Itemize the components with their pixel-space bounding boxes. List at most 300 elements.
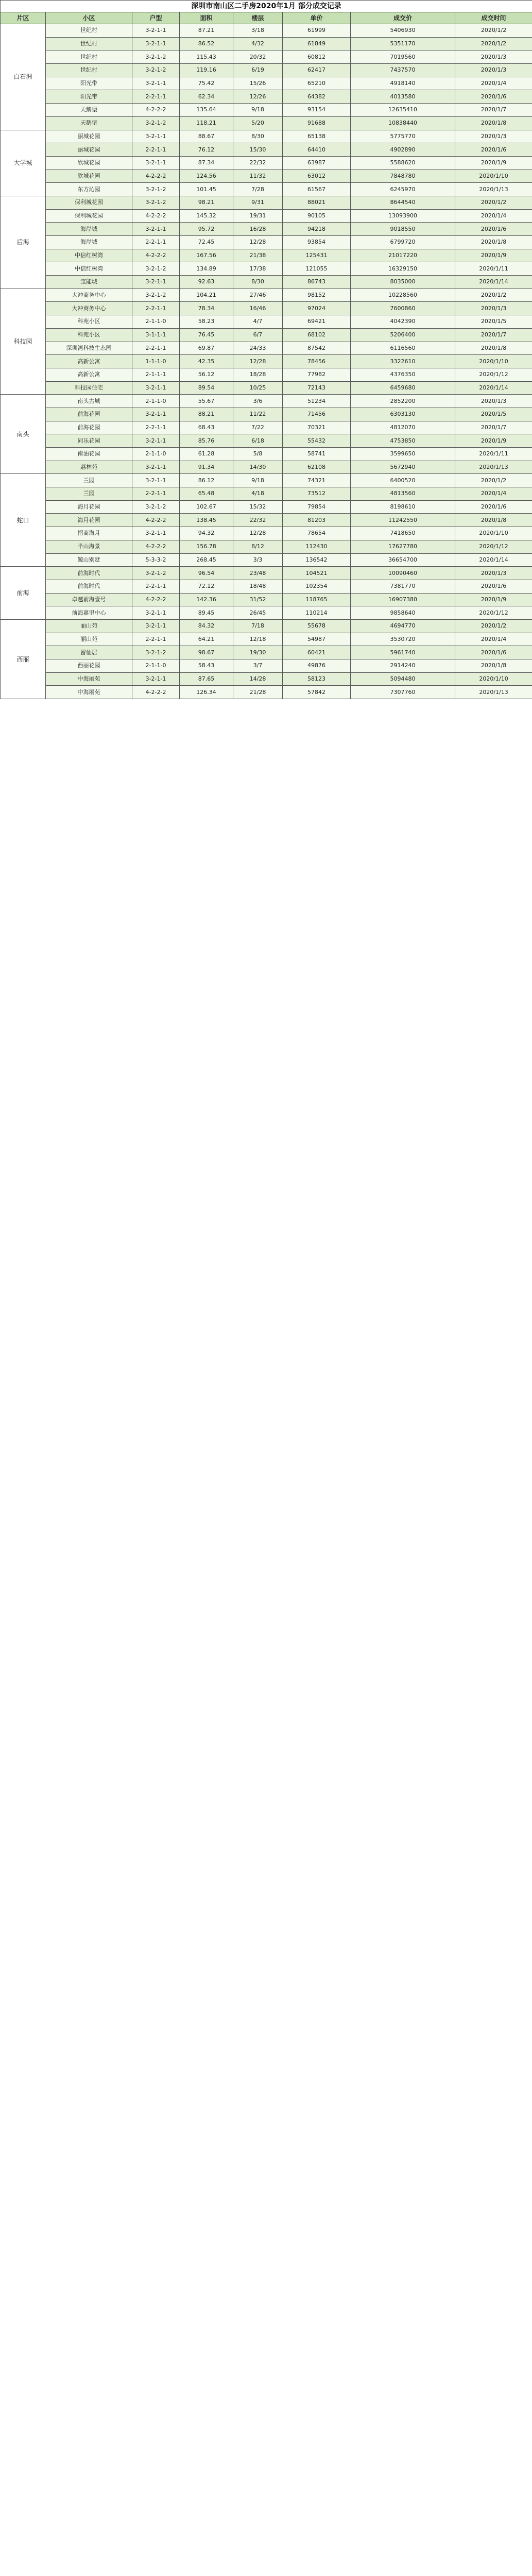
layout-cell: 2-1-1-0 [132, 315, 180, 329]
floor-cell: 10/25 [233, 381, 283, 395]
floor-cell: 19/30 [233, 646, 283, 659]
total-price-cell: 2852200 [351, 395, 455, 408]
table-row [1, 209, 532, 223]
layout-cell: 5-3-3-2 [132, 553, 180, 567]
floor-cell: 17/38 [233, 262, 283, 276]
unit-price-cell: 121055 [283, 262, 351, 276]
total-price-cell: 7437570 [351, 64, 455, 77]
total-price-cell: 4918140 [351, 77, 455, 90]
layout-cell: 3-2-1-2 [132, 64, 180, 77]
floor-cell: 3/7 [233, 659, 283, 673]
layout-cell: 3-2-1-2 [132, 500, 180, 514]
unit-price-cell: 102354 [283, 580, 351, 593]
total-price-cell: 7600860 [351, 302, 455, 315]
table-row [1, 619, 532, 633]
community-cell: 深圳湾科技生态园 [46, 342, 132, 355]
date-cell: 2020/1/4 [455, 487, 532, 501]
unit-price-cell: 63012 [283, 170, 351, 183]
total-price-cell: 4694770 [351, 619, 455, 633]
unit-price-cell: 136542 [283, 553, 351, 567]
date-cell: 2020/1/6 [455, 580, 532, 593]
layout-cell: 2-2-1-1 [132, 580, 180, 593]
community-cell: 宝能城 [46, 276, 132, 289]
community-cell: 鲸山别墅 [46, 553, 132, 567]
layout-cell: 3-2-1-1 [132, 408, 180, 421]
date-cell: 2020/1/2 [455, 619, 532, 633]
unit-price-cell: 55678 [283, 619, 351, 633]
layout-cell: 2-2-1-1 [132, 421, 180, 434]
total-price-cell: 16907380 [351, 593, 455, 606]
floor-cell: 16/46 [233, 302, 283, 315]
date-cell: 2020/1/14 [455, 276, 532, 289]
unit-price-cell: 58123 [283, 672, 351, 686]
region-cell: 南头 [1, 395, 46, 474]
area-cell: 119.16 [180, 64, 233, 77]
header-layout: 户型 [132, 12, 180, 24]
table-row [1, 606, 532, 620]
total-price-cell: 16329150 [351, 262, 455, 276]
floor-cell: 6/7 [233, 328, 283, 342]
total-price-cell: 6303130 [351, 408, 455, 421]
layout-cell: 3-1-1-1 [132, 328, 180, 342]
total-price-cell: 7019560 [351, 50, 455, 64]
date-cell: 2020/1/12 [455, 540, 532, 553]
date-cell: 2020/1/11 [455, 262, 532, 276]
community-cell: 世纪村 [46, 50, 132, 64]
total-price-cell: 21017220 [351, 249, 455, 262]
area-cell: 88.67 [180, 130, 233, 143]
community-cell: 中信红树湾 [46, 262, 132, 276]
layout-cell: 2-2-1-1 [132, 236, 180, 249]
table-row [1, 672, 532, 686]
table-row [1, 37, 532, 50]
date-cell: 2020/1/11 [455, 448, 532, 461]
unit-price-cell: 98152 [283, 289, 351, 302]
unit-price-cell: 78456 [283, 355, 351, 368]
area-cell: 78.34 [180, 302, 233, 315]
date-cell: 2020/1/8 [455, 514, 532, 527]
layout-cell: 3-2-1-1 [132, 37, 180, 50]
table-row [1, 408, 532, 421]
area-cell: 72.45 [180, 236, 233, 249]
total-price-cell: 7381770 [351, 580, 455, 593]
area-cell: 55.67 [180, 395, 233, 408]
area-cell: 61.28 [180, 448, 233, 461]
community-cell: 丽山苑 [46, 633, 132, 646]
floor-cell: 18/28 [233, 368, 283, 381]
date-cell: 2020/1/10 [455, 355, 532, 368]
unit-price-cell: 58741 [283, 448, 351, 461]
total-price-cell: 4013580 [351, 90, 455, 104]
community-cell: 荔林苑 [46, 461, 132, 474]
unit-price-cell: 78654 [283, 527, 351, 540]
area-cell: 88.21 [180, 408, 233, 421]
unit-price-cell: 94218 [283, 223, 351, 236]
layout-cell: 3-2-1-1 [132, 276, 180, 289]
transaction-table [0, 0, 532, 699]
community-cell: 海月花园 [46, 500, 132, 514]
unit-price-cell: 60421 [283, 646, 351, 659]
area-cell: 42.35 [180, 355, 233, 368]
unit-price-cell: 63987 [283, 156, 351, 170]
floor-cell: 21/38 [233, 249, 283, 262]
table-row [1, 143, 532, 157]
community-cell: 前海时代 [46, 580, 132, 593]
date-cell: 2020/1/6 [455, 90, 532, 104]
table-row [1, 368, 532, 381]
layout-cell: 3-2-1-2 [132, 289, 180, 302]
date-cell: 2020/1/6 [455, 143, 532, 157]
total-price-cell: 4813560 [351, 487, 455, 501]
header-total-price: 成交价 [351, 12, 455, 24]
date-cell: 2020/1/13 [455, 686, 532, 699]
floor-cell: 12/28 [233, 355, 283, 368]
table-row [1, 289, 532, 302]
unit-price-cell: 49876 [283, 659, 351, 673]
area-cell: 76.45 [180, 328, 233, 342]
floor-cell: 11/32 [233, 170, 283, 183]
unit-price-cell: 71456 [283, 408, 351, 421]
total-price-cell: 8198610 [351, 500, 455, 514]
layout-cell: 4-2-2-2 [132, 593, 180, 606]
total-price-cell: 3530720 [351, 633, 455, 646]
floor-cell: 8/30 [233, 276, 283, 289]
layout-cell: 3-2-1-1 [132, 527, 180, 540]
layout-cell: 2-1-1-0 [132, 395, 180, 408]
floor-cell: 21/28 [233, 686, 283, 699]
area-cell: 58.23 [180, 315, 233, 329]
region-cell: 大学城 [1, 130, 46, 196]
date-cell: 2020/1/2 [455, 196, 532, 209]
total-price-cell: 17627780 [351, 540, 455, 553]
layout-cell: 3-2-1-2 [132, 183, 180, 196]
community-cell: 世纪村 [46, 37, 132, 50]
floor-cell: 31/52 [233, 593, 283, 606]
total-price-cell: 3599650 [351, 448, 455, 461]
floor-cell: 12/28 [233, 236, 283, 249]
layout-cell: 3-2-1-1 [132, 606, 180, 620]
unit-price-cell: 64410 [283, 143, 351, 157]
floor-cell: 19/31 [233, 209, 283, 223]
unit-price-cell: 55432 [283, 434, 351, 448]
total-price-cell: 5206400 [351, 328, 455, 342]
total-price-cell: 6116560 [351, 342, 455, 355]
unit-price-cell: 69421 [283, 315, 351, 329]
table-title-row [1, 1, 532, 12]
table-row [1, 50, 532, 64]
unit-price-cell: 81203 [283, 514, 351, 527]
table-row [1, 249, 532, 262]
region-cell: 白石洲 [1, 24, 46, 130]
layout-cell: 3-2-1-2 [132, 262, 180, 276]
floor-cell: 8/12 [233, 540, 283, 553]
total-price-cell: 6459680 [351, 381, 455, 395]
floor-cell: 18/48 [233, 580, 283, 593]
area-cell: 268.45 [180, 553, 233, 567]
date-cell: 2020/1/2 [455, 289, 532, 302]
unit-price-cell: 61567 [283, 183, 351, 196]
table-body [1, 1, 532, 699]
date-cell: 2020/1/9 [455, 249, 532, 262]
date-cell: 2020/1/2 [455, 37, 532, 50]
total-price-cell: 2914240 [351, 659, 455, 673]
area-cell: 138.45 [180, 514, 233, 527]
region-cell: 蛇口 [1, 474, 46, 567]
community-cell: 海岸城 [46, 236, 132, 249]
community-cell: 丽城花园 [46, 130, 132, 143]
layout-cell: 3-2-1-1 [132, 619, 180, 633]
floor-cell: 4/7 [233, 315, 283, 329]
community-cell: 保利城花园 [46, 209, 132, 223]
date-cell: 2020/1/2 [455, 474, 532, 487]
total-price-cell: 10228560 [351, 289, 455, 302]
layout-cell: 4-2-2-2 [132, 170, 180, 183]
community-cell: 世纪村 [46, 64, 132, 77]
community-cell: 海岸城 [46, 223, 132, 236]
community-cell: 中信红树湾 [46, 249, 132, 262]
date-cell: 2020/1/2 [455, 24, 532, 38]
date-cell: 2020/1/5 [455, 408, 532, 421]
floor-cell: 12/28 [233, 527, 283, 540]
area-cell: 98.67 [180, 646, 233, 659]
table-row [1, 461, 532, 474]
date-cell: 2020/1/8 [455, 236, 532, 249]
floor-cell: 3/6 [233, 395, 283, 408]
total-price-cell: 13093900 [351, 209, 455, 223]
table-row [1, 196, 532, 209]
date-cell: 2020/1/10 [455, 170, 532, 183]
layout-cell: 3-2-1-1 [132, 461, 180, 474]
community-cell: 高新公寓 [46, 368, 132, 381]
date-cell: 2020/1/6 [455, 500, 532, 514]
area-cell: 118.21 [180, 116, 233, 130]
total-price-cell: 4812070 [351, 421, 455, 434]
table-row [1, 116, 532, 130]
area-cell: 87.21 [180, 24, 233, 38]
community-cell: 保利城花园 [46, 196, 132, 209]
floor-cell: 11/22 [233, 408, 283, 421]
table-row [1, 434, 532, 448]
layout-cell: 3-2-1-1 [132, 434, 180, 448]
unit-price-cell: 72143 [283, 381, 351, 395]
layout-cell: 3-2-1-1 [132, 223, 180, 236]
table-row [1, 355, 532, 368]
unit-price-cell: 68102 [283, 328, 351, 342]
unit-price-cell: 91688 [283, 116, 351, 130]
area-cell: 98.21 [180, 196, 233, 209]
table-row [1, 262, 532, 276]
layout-cell: 4-2-2-2 [132, 209, 180, 223]
date-cell: 2020/1/4 [455, 633, 532, 646]
date-cell: 2020/1/7 [455, 104, 532, 117]
community-cell: 大冲商务中心 [46, 302, 132, 315]
total-price-cell: 5588620 [351, 156, 455, 170]
layout-cell: 2-1-1-1 [132, 368, 180, 381]
community-cell: 科技园住宅 [46, 381, 132, 395]
date-cell: 2020/1/7 [455, 328, 532, 342]
layout-cell: 2-2-1-1 [132, 143, 180, 157]
area-cell: 101.45 [180, 183, 233, 196]
unit-price-cell: 79854 [283, 500, 351, 514]
area-cell: 124.56 [180, 170, 233, 183]
floor-cell: 12/26 [233, 90, 283, 104]
community-cell: 阳光带 [46, 77, 132, 90]
total-price-cell: 5406930 [351, 24, 455, 38]
table-row [1, 64, 532, 77]
total-price-cell: 9018550 [351, 223, 455, 236]
table-row [1, 156, 532, 170]
layout-cell: 3-2-1-1 [132, 130, 180, 143]
unit-price-cell: 62108 [283, 461, 351, 474]
total-price-cell: 6400520 [351, 474, 455, 487]
table-row [1, 90, 532, 104]
date-cell: 2020/1/10 [455, 672, 532, 686]
unit-price-cell: 112430 [283, 540, 351, 553]
layout-cell: 2-2-1-1 [132, 342, 180, 355]
unit-price-cell: 110214 [283, 606, 351, 620]
date-cell: 2020/1/14 [455, 381, 532, 395]
layout-cell: 3-2-1-1 [132, 156, 180, 170]
community-cell: 天鹅堡 [46, 104, 132, 117]
table-row [1, 395, 532, 408]
community-cell: 丽城花园 [46, 143, 132, 157]
unit-price-cell: 60812 [283, 50, 351, 64]
table-row [1, 474, 532, 487]
floor-cell: 14/30 [233, 461, 283, 474]
area-cell: 145.32 [180, 209, 233, 223]
table-row [1, 223, 532, 236]
total-price-cell: 4376350 [351, 368, 455, 381]
layout-cell: 2-2-1-1 [132, 633, 180, 646]
total-price-cell: 9858640 [351, 606, 455, 620]
table-row [1, 328, 532, 342]
layout-cell: 3-2-1-1 [132, 381, 180, 395]
floor-cell: 4/18 [233, 487, 283, 501]
table-row [1, 130, 532, 143]
table-row [1, 659, 532, 673]
header-area: 面积 [180, 12, 233, 24]
date-cell: 2020/1/14 [455, 553, 532, 567]
table-row [1, 236, 532, 249]
community-cell: 天鹅堡 [46, 116, 132, 130]
table-row [1, 633, 532, 646]
floor-cell: 3/18 [233, 24, 283, 38]
unit-price-cell: 61999 [283, 24, 351, 38]
area-cell: 65.48 [180, 487, 233, 501]
floor-cell: 3/3 [233, 553, 283, 567]
region-cell: 科技园 [1, 289, 46, 395]
community-cell: 欣城花园 [46, 170, 132, 183]
area-cell: 76.12 [180, 143, 233, 157]
total-price-cell: 8035000 [351, 276, 455, 289]
area-cell: 86.12 [180, 474, 233, 487]
total-price-cell: 4042390 [351, 315, 455, 329]
unit-price-cell: 54987 [283, 633, 351, 646]
layout-cell: 1-1-1-0 [132, 355, 180, 368]
unit-price-cell: 125431 [283, 249, 351, 262]
table-row [1, 686, 532, 699]
floor-cell: 6/18 [233, 434, 283, 448]
total-price-cell: 6799720 [351, 236, 455, 249]
layout-cell: 2-1-1-0 [132, 659, 180, 673]
area-cell: 96.54 [180, 567, 233, 580]
area-cell: 126.34 [180, 686, 233, 699]
date-cell: 2020/1/12 [455, 368, 532, 381]
community-cell: 东方沁园 [46, 183, 132, 196]
floor-cell: 23/48 [233, 567, 283, 580]
date-cell: 2020/1/8 [455, 659, 532, 673]
layout-cell: 3-2-1-2 [132, 646, 180, 659]
unit-price-cell: 93154 [283, 104, 351, 117]
date-cell: 2020/1/8 [455, 116, 532, 130]
community-cell: 高新公寓 [46, 355, 132, 368]
floor-cell: 9/18 [233, 104, 283, 117]
area-cell: 115.43 [180, 50, 233, 64]
total-price-cell: 7307760 [351, 686, 455, 699]
total-price-cell: 5961740 [351, 646, 455, 659]
unit-price-cell: 61849 [283, 37, 351, 50]
date-cell: 2020/1/5 [455, 315, 532, 329]
unit-price-cell: 70321 [283, 421, 351, 434]
community-cell: 前海嘉里中心 [46, 606, 132, 620]
date-cell: 2020/1/9 [455, 434, 532, 448]
area-cell: 91.34 [180, 461, 233, 474]
total-price-cell: 5775770 [351, 130, 455, 143]
layout-cell: 4-2-2-2 [132, 686, 180, 699]
table-row [1, 342, 532, 355]
area-cell: 95.72 [180, 223, 233, 236]
unit-price-cell: 51234 [283, 395, 351, 408]
floor-cell: 24/33 [233, 342, 283, 355]
total-price-cell: 10838440 [351, 116, 455, 130]
table-header-row [1, 12, 532, 24]
floor-cell: 15/26 [233, 77, 283, 90]
table-row [1, 487, 532, 501]
date-cell: 2020/1/4 [455, 209, 532, 223]
floor-cell: 15/32 [233, 500, 283, 514]
community-cell: 中海丽苑 [46, 686, 132, 699]
floor-cell: 4/32 [233, 37, 283, 50]
header-region: 片区 [1, 12, 46, 24]
total-price-cell: 4753850 [351, 434, 455, 448]
unit-price-cell: 97024 [283, 302, 351, 315]
layout-cell: 3-2-1-1 [132, 672, 180, 686]
table-row [1, 553, 532, 567]
floor-cell: 20/32 [233, 50, 283, 64]
floor-cell: 16/28 [233, 223, 283, 236]
floor-cell: 6/19 [233, 64, 283, 77]
floor-cell: 7/18 [233, 619, 283, 633]
floor-cell: 9/18 [233, 474, 283, 487]
layout-cell: 4-2-2-2 [132, 514, 180, 527]
table-row [1, 540, 532, 553]
header-unit-price: 单价 [283, 12, 351, 24]
layout-cell: 2-2-1-1 [132, 90, 180, 104]
layout-cell: 3-2-1-2 [132, 50, 180, 64]
total-price-cell: 11242550 [351, 514, 455, 527]
community-cell: 世纪村 [46, 24, 132, 38]
total-price-cell: 10090460 [351, 567, 455, 580]
layout-cell: 4-2-2-2 [132, 249, 180, 262]
unit-price-cell: 64382 [283, 90, 351, 104]
unit-price-cell: 118765 [283, 593, 351, 606]
date-cell: 2020/1/13 [455, 461, 532, 474]
table-row [1, 421, 532, 434]
region-cell: 前海 [1, 567, 46, 620]
table-row [1, 24, 532, 38]
area-cell: 84.32 [180, 619, 233, 633]
unit-price-cell: 73512 [283, 487, 351, 501]
